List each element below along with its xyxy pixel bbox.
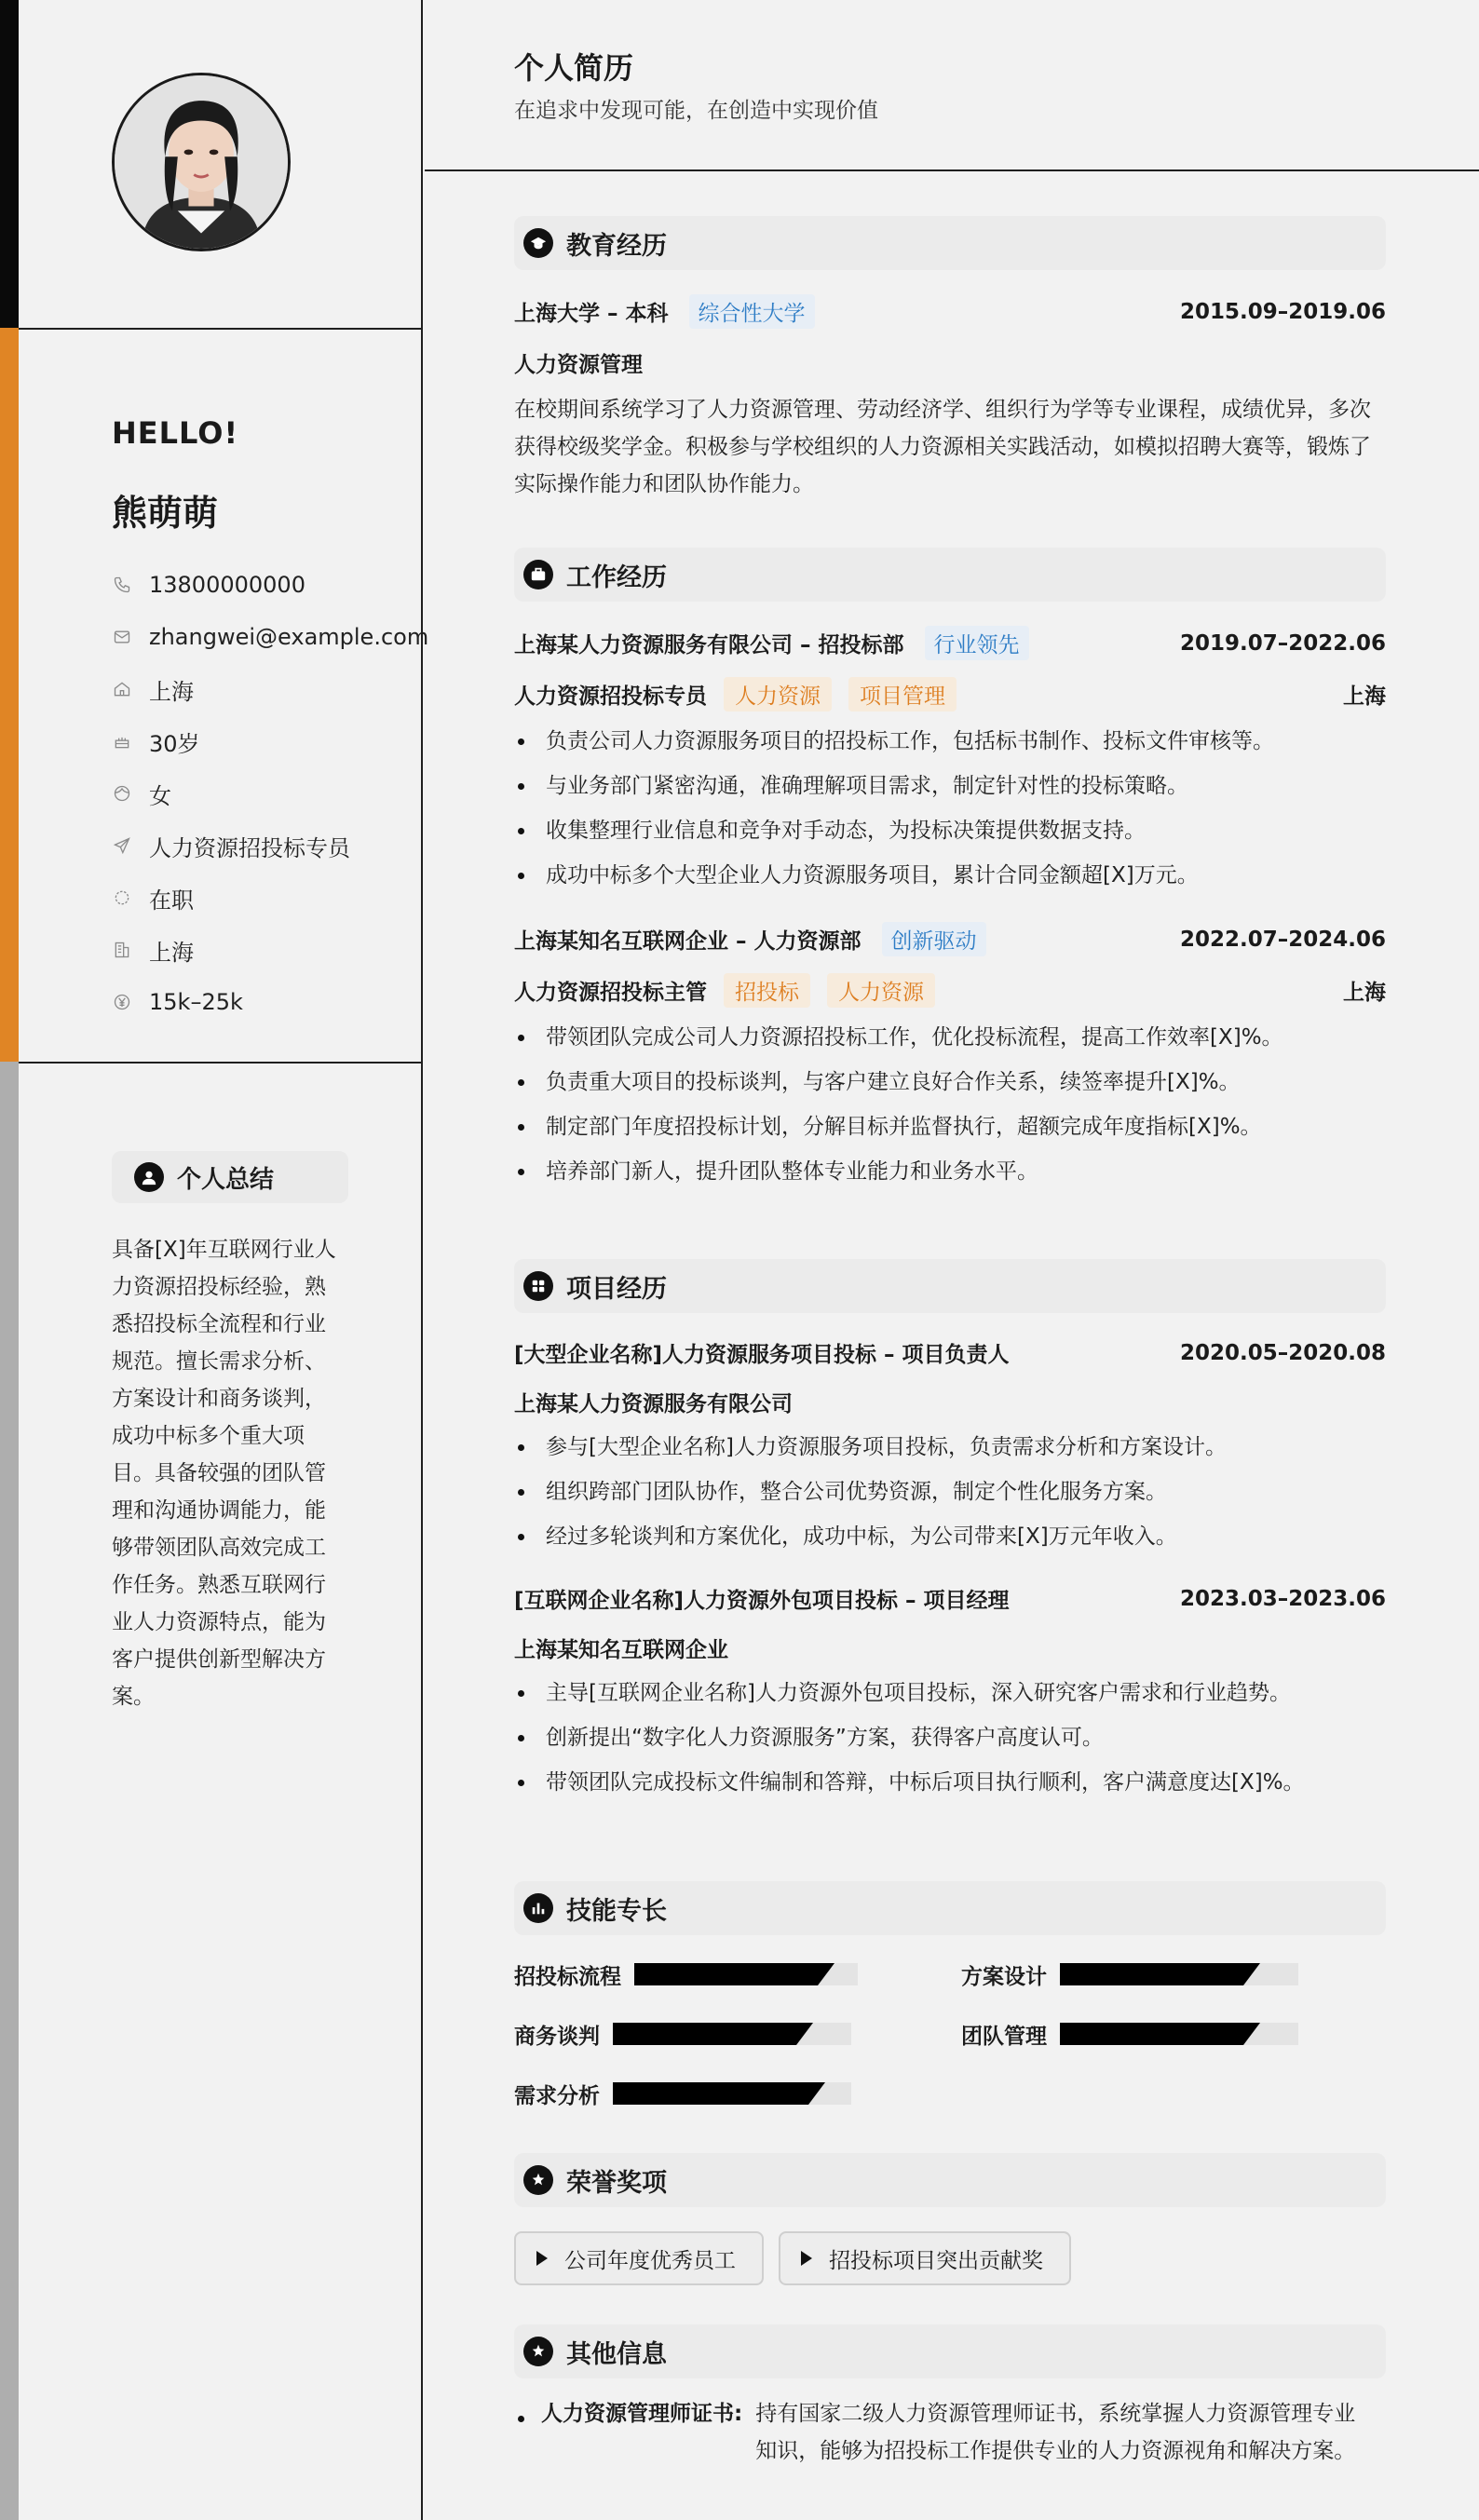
candidate-name: 熊萌萌 bbox=[112, 493, 219, 534]
school-tag: 综合性大学 bbox=[689, 294, 815, 329]
accent-strip-orange bbox=[0, 328, 19, 1062]
avatar bbox=[112, 73, 291, 251]
summary-heading: 个人总结 bbox=[112, 1151, 348, 1203]
header-divider bbox=[425, 169, 1479, 171]
award-icon bbox=[523, 2165, 553, 2195]
skill-item: 团队管理 bbox=[961, 2017, 1386, 2051]
honors-heading: 荣誉奖项 bbox=[514, 2153, 1386, 2207]
info-salary: 15k–25k bbox=[112, 976, 428, 1028]
skill-item: 方案设计 bbox=[961, 1958, 1386, 1991]
skill-tag: 项目管理 bbox=[848, 677, 957, 711]
play-triangle-icon bbox=[536, 2251, 548, 2266]
main-content bbox=[425, 0, 1479, 2520]
school-name: 上海大学 – 本科 bbox=[514, 302, 669, 326]
graduation-cap-icon bbox=[523, 228, 553, 258]
yuan-icon bbox=[112, 992, 132, 1012]
major: 人力资源管理 bbox=[514, 353, 643, 377]
info-work-city: 上海 bbox=[112, 924, 428, 976]
company-tag: 创新驱动 bbox=[882, 922, 986, 956]
honors-section bbox=[514, 2153, 1386, 2285]
project-row bbox=[514, 1583, 1386, 1614]
skill-bar-fill bbox=[634, 1963, 818, 1985]
info-status: 在职 bbox=[112, 872, 428, 924]
skill-item: 需求分析 bbox=[514, 2077, 961, 2110]
contact-info-list bbox=[112, 559, 428, 1028]
job-row bbox=[514, 922, 1386, 956]
list-item: 负责重大项目的投标谈判，与客户建立良好合作关系，续签率提升[X]%。 bbox=[514, 1060, 1386, 1104]
page-subtitle: 在追求中发现可能，在创造中实现价值 bbox=[514, 99, 878, 123]
list-item: 负责公司人力资源服务项目的招投标工作，包括标书制作、投标文件审核等。 bbox=[514, 719, 1386, 764]
other-item-label: 人力资源管理师证书: bbox=[541, 2402, 743, 2426]
job-duties bbox=[514, 1015, 1386, 1194]
job-city: 上海 bbox=[1343, 981, 1386, 1005]
accent-strip-gray bbox=[0, 1062, 19, 2520]
list-item: 经过多轮谈判和方案优化，成功中标，为公司带来[X]万元年收入。 bbox=[514, 1514, 1386, 1559]
project-name: [大型企业名称]人力资源服务项目投标 – 项目负责人 bbox=[514, 1343, 1010, 1367]
list-item: 带领团队完成公司人力资源招投标工作，优化投标流程，提高工作效率[X]%。 bbox=[514, 1015, 1386, 1060]
job-row bbox=[514, 626, 1386, 660]
summary-text: 具备[X]年互联网行业人力资源招投标经验，熟悉招投标全流程和行业规范。擅长需求分析、方案设计和商务谈判，成功中标多个重大项目。具备较强的团队管理和沟通协调能力，能够带领团队高效完成工作任务。熟悉互联网行业人力资源特点，能为客户提供创新型解决方案。 bbox=[112, 1238, 336, 1709]
briefcase-icon bbox=[523, 560, 553, 589]
skill-tag: 人力资源 bbox=[724, 677, 832, 711]
list-item: 与业务部门紧密沟通，准确理解项目需求，制定针对性的投标策略。 bbox=[514, 764, 1386, 808]
job-city: 上海 bbox=[1343, 684, 1386, 709]
skills-grid bbox=[514, 1958, 1386, 2110]
info-badge-icon bbox=[523, 2337, 553, 2366]
send-icon bbox=[112, 835, 132, 856]
skills-section bbox=[514, 1881, 1386, 2110]
job-duties bbox=[514, 719, 1386, 898]
cake-icon bbox=[112, 731, 132, 752]
gender-icon bbox=[112, 783, 132, 804]
award-badge: 招投标项目突出贡献奖 bbox=[779, 2231, 1071, 2285]
education-heading: 教育经历 bbox=[514, 216, 1386, 270]
education-row bbox=[514, 294, 1386, 329]
play-triangle-icon bbox=[801, 2251, 812, 2266]
bar-chart-icon bbox=[523, 1893, 553, 1923]
skill-item: 招投标流程 bbox=[514, 1958, 961, 1991]
list-item: 制定部门年度招投标计划，分解目标并监督执行，超额完成年度指标[X]%。 bbox=[514, 1104, 1386, 1149]
info-phone: 13800000000 bbox=[112, 559, 428, 611]
project-name: [互联网企业名称]人力资源外包项目投标 – 项目经理 bbox=[514, 1589, 1010, 1613]
other-heading: 其他信息 bbox=[514, 2324, 1386, 2378]
skill-bar bbox=[634, 1963, 858, 1985]
skill-bar-fill bbox=[613, 2023, 796, 2045]
skill-bar bbox=[613, 2023, 851, 2045]
company-tag: 行业领先 bbox=[925, 626, 1029, 660]
skill-bar bbox=[613, 2082, 851, 2105]
list-item: 培养部门新人，提升团队整体专业能力和业务水平。 bbox=[514, 1149, 1386, 1194]
education-description: 在校期间系统学习了人力资源管理、劳动经济学、组织行为学等专业课程，成绩优异，多次获得校级奖学金。积极参与学校组织的人力资源相关实践活动，如模拟招聘大赛等，锻炼了实际操作能力和团队协作能力。 bbox=[514, 398, 1371, 496]
work-section bbox=[514, 548, 1386, 1194]
skills-heading: 技能专长 bbox=[514, 1881, 1386, 1935]
skill-bar-fill bbox=[613, 2082, 808, 2105]
status-icon bbox=[112, 887, 132, 908]
list-item: 收集整理行业信息和竞争对手动态，为投标决策提供数据支持。 bbox=[514, 808, 1386, 853]
skill-item: 商务谈判 bbox=[514, 2017, 961, 2051]
project-org: 上海某人力资源服务有限公司 bbox=[514, 1392, 793, 1416]
project-row bbox=[514, 1337, 1386, 1368]
other-item bbox=[514, 2395, 1386, 2470]
sidebar-divider bbox=[19, 328, 423, 330]
project-date: 2020.05–2020.08 bbox=[1179, 1340, 1386, 1365]
sidebar-divider bbox=[19, 1062, 423, 1064]
job-date: 2019.07–2022.06 bbox=[1179, 630, 1386, 656]
info-gender: 女 bbox=[112, 767, 428, 820]
work-heading: 工作经历 bbox=[514, 548, 1386, 602]
project-details bbox=[514, 1425, 1386, 1559]
grid-icon bbox=[523, 1271, 553, 1301]
awards-list bbox=[514, 2231, 1386, 2285]
home-icon bbox=[112, 679, 132, 699]
info-age: 30岁 bbox=[112, 715, 428, 767]
list-item: 组织跨部门团队协作，整合公司优势资源，制定个性化服务方案。 bbox=[514, 1470, 1386, 1514]
list-item: 主导[互联网企业名称]人力资源外包项目投标，深入研究客户需求和行业趋势。 bbox=[514, 1671, 1386, 1715]
building-icon bbox=[112, 940, 132, 960]
skill-bar-fill bbox=[1060, 2023, 1243, 2045]
job-company: 上海某知名互联网企业 – 人力资源部 bbox=[514, 929, 862, 954]
page-title: 个人简历 bbox=[514, 50, 634, 86]
info-position: 人力资源招投标专员 bbox=[112, 820, 428, 872]
skill-tag: 招投标 bbox=[724, 973, 810, 1008]
bullet-dot bbox=[518, 2416, 524, 2422]
job-position: 人力资源招投标主管 bbox=[514, 981, 707, 1005]
accent-strip-black bbox=[0, 0, 19, 328]
skill-bar bbox=[1060, 2023, 1298, 2045]
info-email: zhangwei@example.com bbox=[112, 611, 428, 663]
job-date: 2022.07–2024.06 bbox=[1179, 927, 1386, 952]
user-icon bbox=[134, 1162, 164, 1192]
phone-icon bbox=[112, 575, 132, 595]
sidebar bbox=[19, 0, 429, 2520]
skill-bar-fill bbox=[1060, 1963, 1243, 1985]
projects-heading: 项目经历 bbox=[514, 1259, 1386, 1313]
award-badge: 公司年度优秀员工 bbox=[514, 2231, 764, 2285]
list-item: 创新提出“数字化人力资源服务”方案，获得客户高度认可。 bbox=[514, 1715, 1386, 1760]
skill-tag: 人力资源 bbox=[827, 973, 935, 1008]
job-company: 上海某人力资源服务有限公司 – 招投标部 bbox=[514, 633, 904, 657]
hello-heading: HELLO! bbox=[112, 415, 239, 451]
projects-section bbox=[514, 1259, 1386, 1805]
mail-icon bbox=[112, 627, 132, 647]
skill-bar bbox=[1060, 1963, 1298, 1985]
info-location: 上海 bbox=[112, 663, 428, 715]
project-org: 上海某知名互联网企业 bbox=[514, 1638, 728, 1662]
list-item: 参与[大型企业名称]人力资源服务项目投标，负责需求分析和方案设计。 bbox=[514, 1425, 1386, 1470]
project-date: 2023.03–2023.06 bbox=[1179, 1586, 1386, 1611]
avatar-portrait-icon bbox=[115, 75, 288, 249]
list-item: 带领团队完成投标文件编制和答辩，中标后项目执行顺利，客户满意度达[X]%。 bbox=[514, 1760, 1386, 1805]
project-details bbox=[514, 1671, 1386, 1805]
education-section bbox=[514, 216, 1386, 503]
education-date: 2015.09–2019.06 bbox=[1179, 299, 1386, 324]
list-item: 成功中标多个大型企业人力资源服务项目，累计合同金额超[X]万元。 bbox=[514, 853, 1386, 898]
other-item-text: 持有国家二级人力资源管理师证书，系统掌握人力资源管理专业知识，能够为招投标工作提供专业的人力资源视角和解决方案。 bbox=[755, 2402, 1356, 2463]
other-section bbox=[514, 2324, 1386, 2470]
job-position: 人力资源招投标专员 bbox=[514, 684, 707, 709]
